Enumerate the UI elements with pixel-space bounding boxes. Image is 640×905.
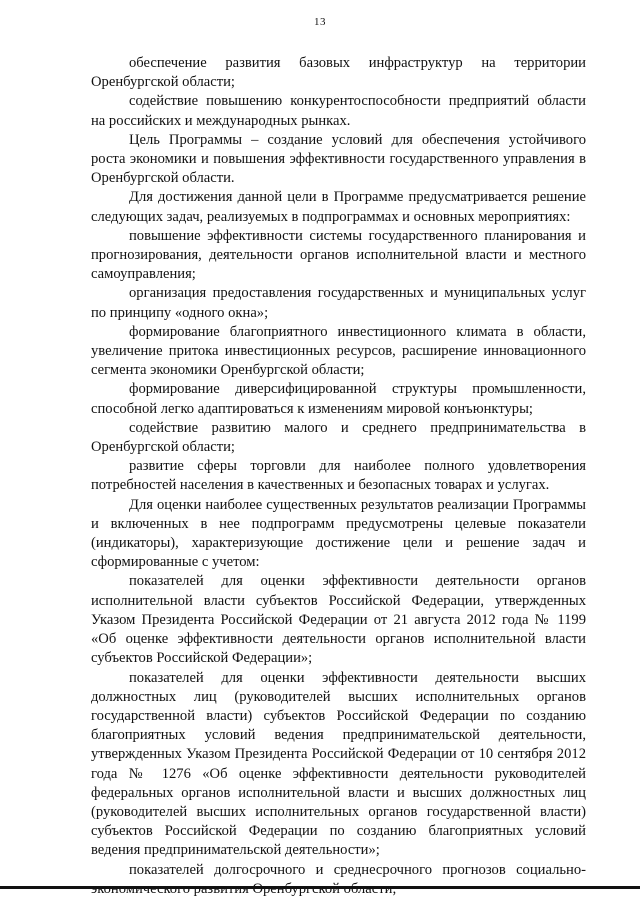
- paragraph: показателей долгосрочного и среднесрочного прогнозов социально-: [129, 861, 586, 878]
- paragraph: показателей для оценки эффективности деятельности высших должностных лиц (руководителей высших исполнительных органов государственной власти) субъектов Российской Федерации по созданию благоприятных условий ведения предпринимательской деятельности, утвержденных Указом Президента Российской Федерации от 10 сентября 2012 года № 1276 «Об оценке эффективности деятельности руководителей федеральных органов исполнительной власти и высших должностных лиц (руководителей высших исполнительных органов государственной власти) субъектов Российской Федерации по созданию благоприятных условий ведения предпринимательской деятельности»;: [91, 669, 586, 859]
- paragraph: Для оценки наиболее существенных результатов реализации Программы и включенных в нее подпрограмм предусмотрены целевые показатели (индикаторы), характеризующие достижение цели и решение задач и сформированные с учетом:: [91, 496, 586, 571]
- paragraph: Для достижения данной цели в Программе предусматривается решение следующих задач, реализуемых в подпрограммах и основных мероприятиях:: [91, 189, 586, 225]
- paragraph: формирование диверсифицированной структуры промышленности, способной легко адаптироваться к изменениям мировой конъюнктуры;: [91, 381, 586, 417]
- paragraph: организация предоставления государственных и муниципальных услуг по принципу «одного окна»;: [91, 285, 586, 321]
- paragraph: показателей для оценки эффективности деятельности органов исполнительной власти субъектов Российской Федерации, утвержденных Указом Президента Российской Федерации от 21 августа 2012 года № 1199 «Об оценке эффективности деятельности органов исполнительной власти субъектов Российской Федерации»;: [91, 573, 586, 667]
- page-number: 13: [314, 16, 326, 28]
- paragraph: содействие развитию малого и среднего предпринимательства в Оренбургской области;: [91, 419, 586, 456]
- paragraph: развитие сферы торговли для наиболее полного удовлетворения потребностей населения в качественных и безопасных товарах и услугах.: [91, 458, 586, 494]
- paragraph: повышение эффективности системы государственного планирования и прогнозирования, деятельности органов исполнительной власти и местного самоуправления;: [91, 227, 586, 283]
- page-bottom-rule: [0, 886, 640, 889]
- paragraph: содействие повышению конкурентоспособности предприятий области на российских и международных рынках.: [91, 93, 586, 129]
- document-body: [91, 54, 586, 899]
- paragraph: Цель Программы – создание условий для обеспечения устойчивого роста экономики и повышения эффективности государственного управления в Оренбургской области.: [91, 131, 586, 187]
- paragraph: обеспечение развития базовых инфраструктур на территории Оренбургской области;: [91, 55, 586, 91]
- paragraph: формирование благоприятного инвестиционного климата в области, увеличение притока инвестиционных ресурсов, расширение инновационного сегмента экономики Оренбургской области;: [91, 323, 586, 379]
